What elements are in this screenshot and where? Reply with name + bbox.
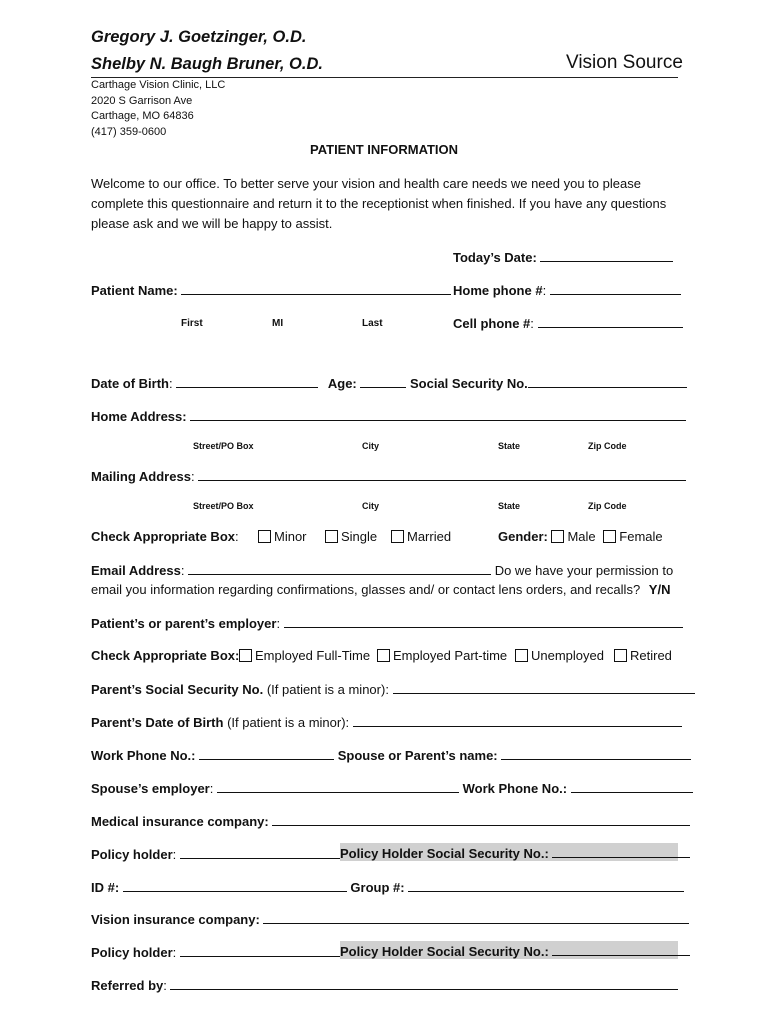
parent-ssn-if-minor: (If patient is a minor): <box>266 682 389 697</box>
parent-ssn-field[interactable] <box>393 681 695 694</box>
minor-checkbox[interactable] <box>258 530 271 543</box>
policy-holder-ssn-label: Policy Holder Social Security No.: <box>340 846 549 861</box>
yn-label: Y/N <box>648 582 671 597</box>
email-field[interactable] <box>188 562 491 575</box>
policy-holder-label: Policy holder <box>91 847 173 862</box>
home-address-label: Home Address: <box>91 409 187 424</box>
employed-part-time-label: Employed Part-time <box>393 648 508 663</box>
gender-label: Gender: <box>498 529 548 544</box>
policy-holder-ssn-row <box>340 843 678 861</box>
parent-ssn-label: Parent’s Social Security No. <box>91 682 264 697</box>
retired-label: Retired <box>630 648 672 663</box>
mailing-city-caption: City <box>362 501 380 511</box>
name-last-caption: Last <box>362 318 383 329</box>
vision-insurance-label: Vision insurance company: <box>91 912 260 927</box>
clinic-city: Carthage, MO 64836 <box>91 110 194 122</box>
female-label: Female <box>619 529 663 544</box>
work-phone-2-field[interactable] <box>571 780 693 793</box>
doctor-name-1: Gregory J. Goetzinger, O.D. <box>91 28 307 46</box>
todays-date-field[interactable] <box>540 249 673 262</box>
spouse-employer-field[interactable] <box>217 780 459 793</box>
referred-by-label: Referred by <box>91 978 164 993</box>
home-city-caption: City <box>362 441 380 451</box>
practice-name: Vision Source <box>566 52 683 73</box>
mailing-state-caption: State <box>498 501 521 511</box>
employer-label: Patient’s or parent’s employer <box>91 616 277 631</box>
medical-insurance-label: Medical insurance company: <box>91 814 269 829</box>
spouse-employer-label: Spouse’s employer <box>91 781 210 796</box>
email-permission-text: Do we have your permission to <box>494 563 674 578</box>
ssn-label: Social Security No. <box>410 376 528 391</box>
mailing-address-label: Mailing Address <box>91 469 191 484</box>
group-field[interactable] <box>408 879 684 892</box>
clinic-phone: (417) 359-0600 <box>91 125 167 138</box>
intro-paragraph: Welcome to our office. To better serve your vision and health care needs we need you to please complete this questionnaire and return it to the receptionist when finished. If you have any questions please ask and we will be happy to assist. <box>91 176 667 231</box>
cell-phone-label: Cell phone # <box>453 316 531 331</box>
policy-holder-2-label: Policy holder <box>91 945 173 960</box>
age-field[interactable] <box>360 375 406 388</box>
home-phone-field[interactable] <box>550 282 681 295</box>
policy-holder-ssn-field[interactable] <box>552 845 690 858</box>
home-street-caption: Street/PO Box <box>193 441 254 451</box>
medical-insurance-field[interactable] <box>272 813 690 826</box>
policy-holder-2-ssn-label: Policy Holder Social Security No.: <box>340 944 549 959</box>
patient-name-field[interactable] <box>181 282 451 295</box>
employment-check-label: Check Appropriate Box: <box>91 648 240 663</box>
dob-label: Date of Birth <box>91 376 169 391</box>
unemployed-checkbox[interactable] <box>515 649 528 662</box>
male-checkbox[interactable] <box>551 530 564 543</box>
vision-insurance-field[interactable] <box>263 911 689 924</box>
name-first-caption: First <box>181 318 203 329</box>
ssn-field[interactable] <box>528 375 687 388</box>
parent-dob-label: Parent’s Date of Birth <box>91 715 224 730</box>
parent-dob-if-minor: (If patient is a minor): <box>227 715 350 730</box>
single-label: Single <box>341 529 378 544</box>
home-zip-caption: Zip Code <box>588 441 627 451</box>
email-permission-text-2: email you information regarding confirmations, glasses and/ or contact lens orders, and recalls? <box>91 582 641 597</box>
married-label: Married <box>407 529 452 544</box>
policy-holder-2-ssn-field[interactable] <box>552 943 690 956</box>
female-checkbox[interactable] <box>603 530 616 543</box>
todays-date-label: Today’s Date: <box>453 250 537 265</box>
work-phone-2-label: Work Phone No.: <box>462 781 568 796</box>
clinic-street: 2020 S Garrison Ave <box>91 94 193 107</box>
employer-field[interactable] <box>284 615 683 628</box>
home-phone-label: Home phone # <box>453 283 543 298</box>
email-label: Email Address <box>91 563 181 578</box>
retired-checkbox[interactable] <box>614 649 627 662</box>
status-check-label: Check Appropriate Box <box>91 529 235 544</box>
id-field[interactable] <box>123 879 347 892</box>
form-title: PATIENT INFORMATION <box>310 142 459 157</box>
married-checkbox[interactable] <box>391 530 404 543</box>
home-address-field[interactable] <box>190 408 686 421</box>
policy-holder-2-field[interactable] <box>180 944 342 957</box>
minor-label: Minor <box>274 529 307 544</box>
parent-dob-field[interactable] <box>353 714 682 727</box>
doctor-name-2: Shelby N. Baugh Bruner, O.D. <box>91 55 323 73</box>
dob-field[interactable] <box>176 375 318 388</box>
name-mi-caption: MI <box>272 318 284 329</box>
male-label: Male <box>567 529 596 544</box>
mailing-zip-caption: Zip Code <box>588 501 627 511</box>
mailing-address-field[interactable] <box>198 468 686 481</box>
clinic-name: Carthage Vision Clinic, LLC <box>91 79 226 91</box>
age-label: Age: <box>327 376 357 391</box>
employed-part-time-checkbox[interactable] <box>377 649 390 662</box>
id-label: ID #: <box>91 880 120 895</box>
spouse-name-label: Spouse or Parent’s name: <box>337 748 498 763</box>
referred-by-field[interactable] <box>170 977 678 990</box>
group-label: Group #: <box>350 880 405 895</box>
mailing-street-caption: Street/PO Box <box>193 501 254 511</box>
policy-holder-2-ssn-row <box>340 941 678 959</box>
work-phone-field[interactable] <box>199 747 334 760</box>
home-state-caption: State <box>498 441 521 451</box>
spouse-name-field[interactable] <box>501 747 691 760</box>
policy-holder-field[interactable] <box>180 846 342 859</box>
single-checkbox[interactable] <box>325 530 338 543</box>
unemployed-label: Unemployed <box>531 648 604 663</box>
employed-full-time-checkbox[interactable] <box>239 649 252 662</box>
employed-full-time-label: Employed Full-Time <box>255 648 371 663</box>
patient-name-label: Patient Name: <box>91 283 178 298</box>
cell-phone-field[interactable] <box>538 315 683 328</box>
work-phone-label: Work Phone No.: <box>91 748 196 763</box>
